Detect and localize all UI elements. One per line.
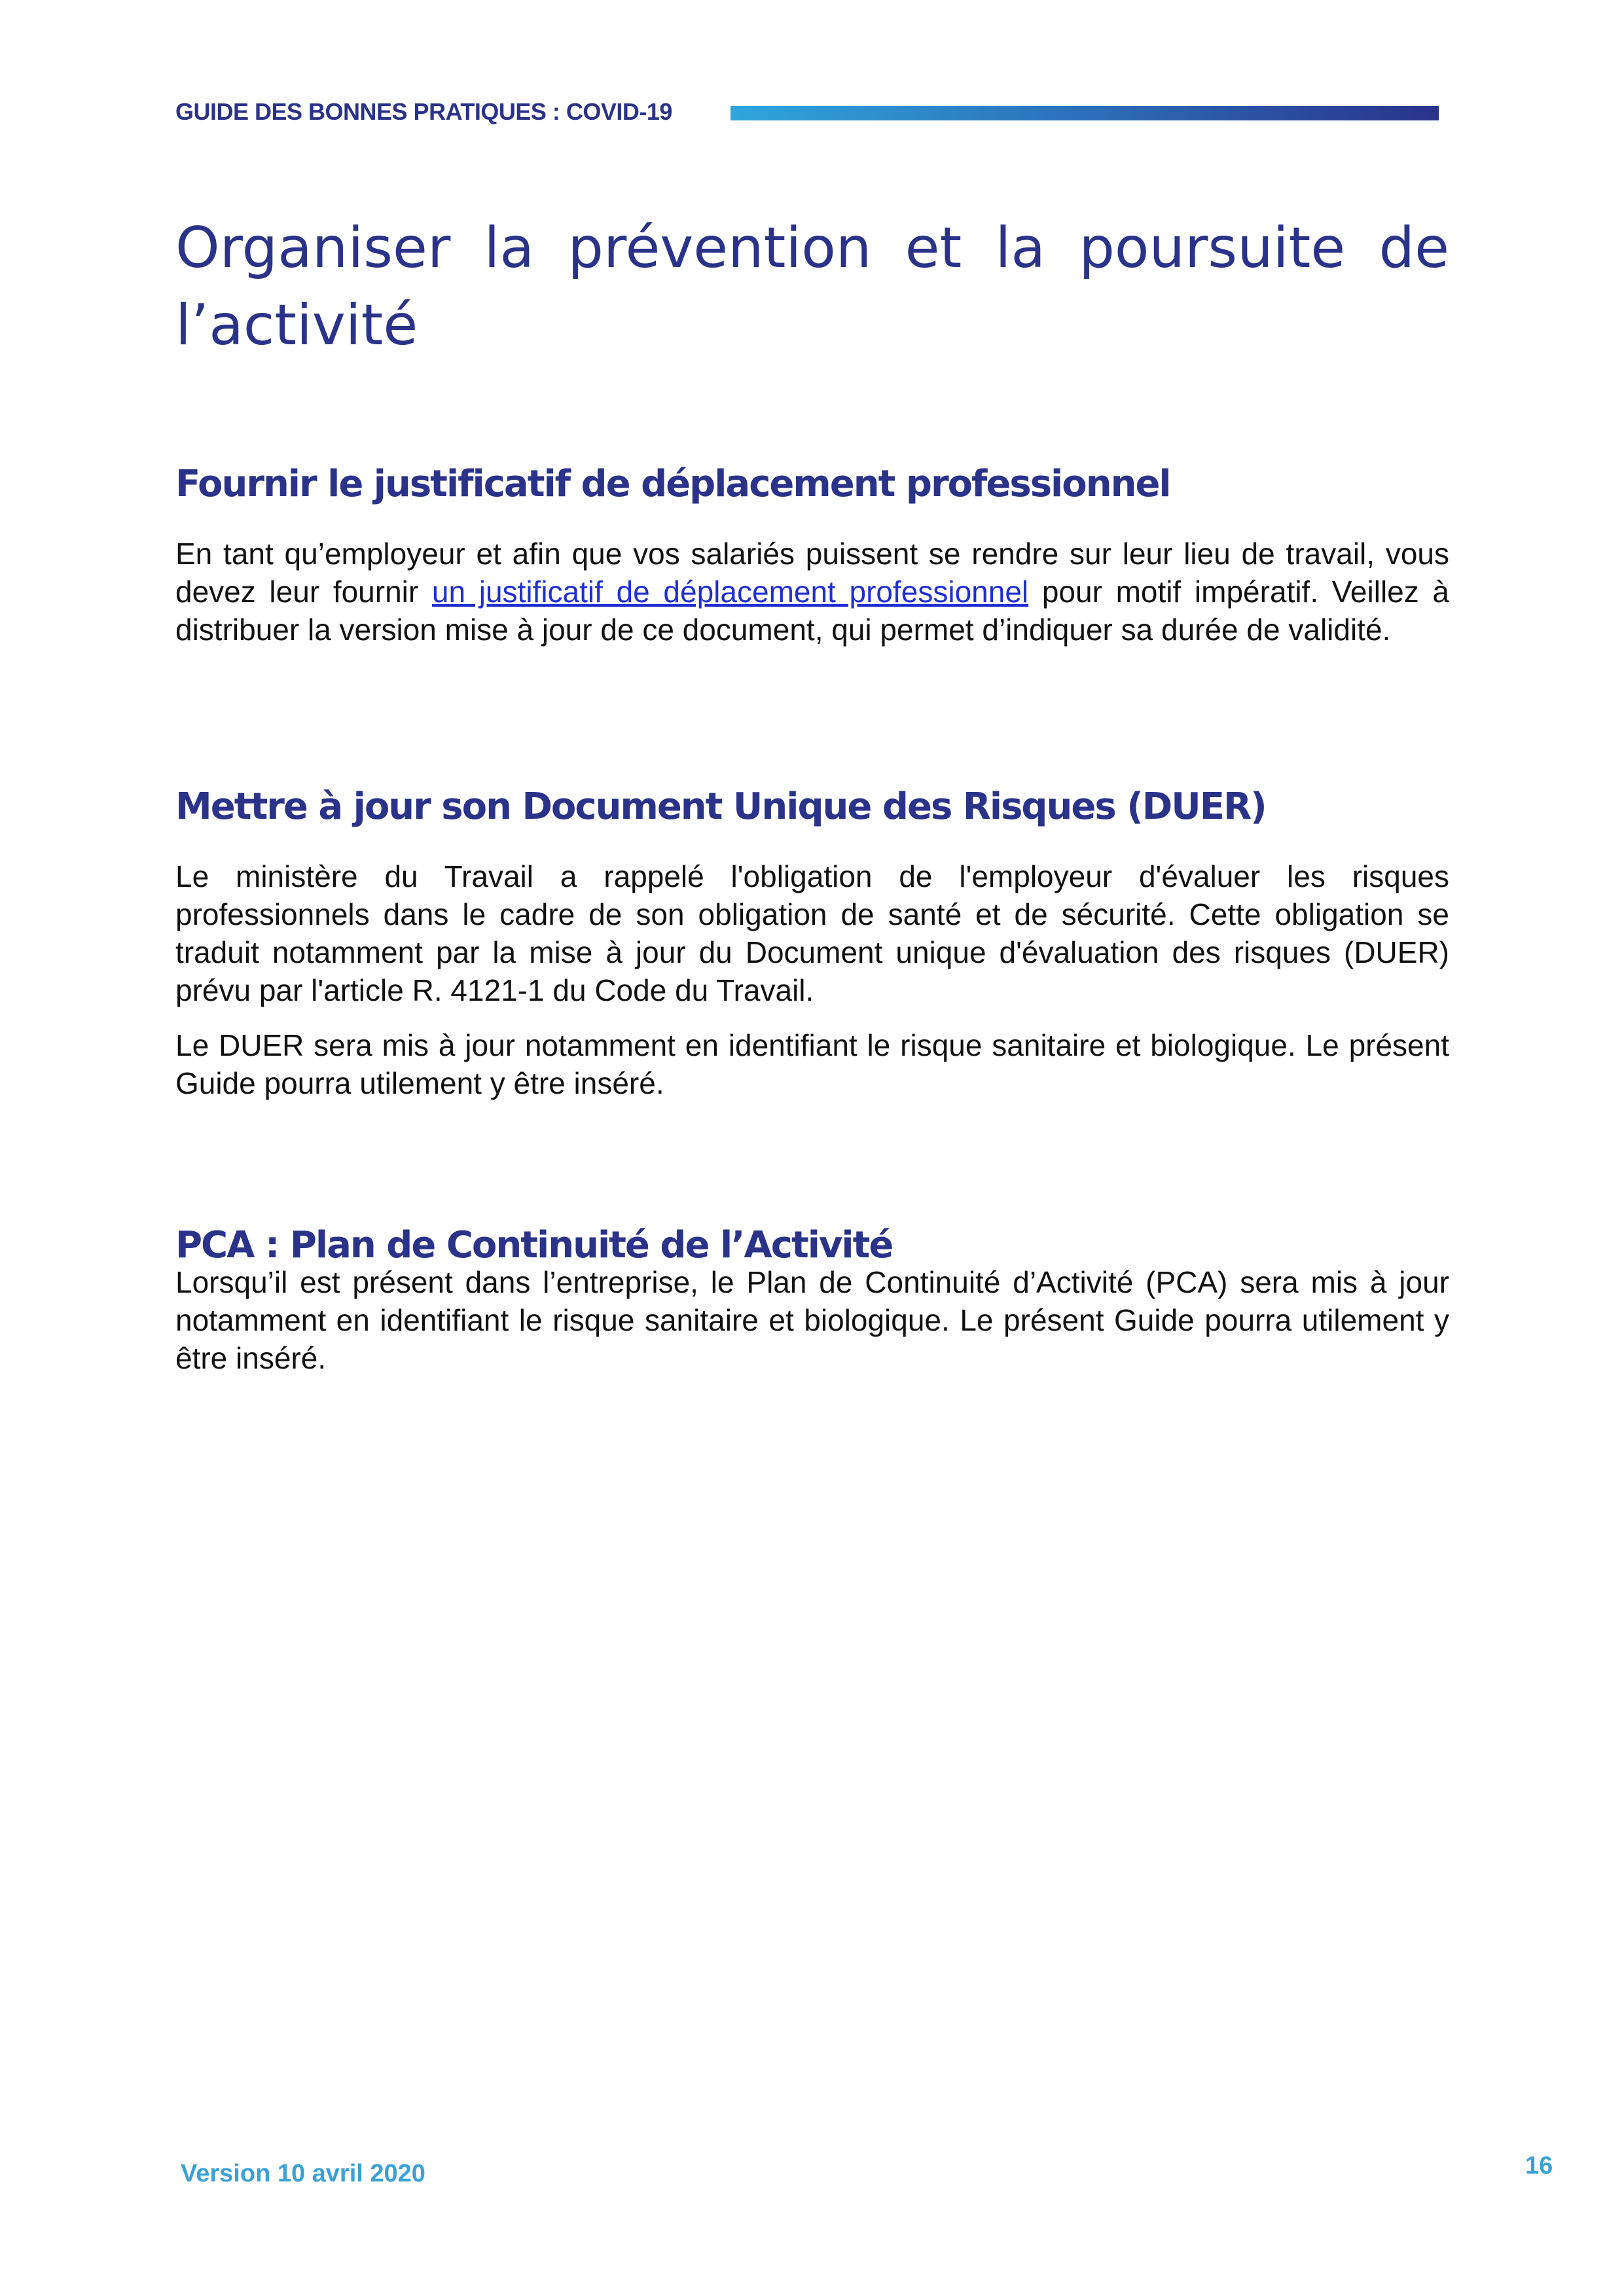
section-paragraph-duer-2: Le DUER sera mis à jour notamment en identifiant le risque sanitaire et biologique. Le présent Guide pourra utilement y être inséré. [175,1028,1449,1100]
section-justificatif [175,461,1449,649]
page-header [175,97,1445,130]
section-paragraph-justificatif [175,535,1449,649]
section-heading-justificatif: Fournir le justificatif de déplacement professionnel [175,463,1170,505]
paragraph-text: En tant qu’employeur et afin que vos salariés puissent se rendre sur leur lieu de travail, vous devez leur fournir [175,537,1449,609]
page-number: 16 [1525,2152,1553,2179]
section-duer [175,784,1449,1102]
footer-version: Version 10 avril 2020 [181,2160,425,2187]
section-pca [175,1223,1449,1377]
header-gradient-bar [731,106,1439,120]
section-heading-pca: PCA : Plan de Continuité de l’Activité [175,1224,893,1266]
section-paragraph-duer-1: Le ministère du Travail a rappelé l'obligation de l'employeur d'évaluer les risques professionnels dans le cadre de son obligation de santé et de sécurité. Cette obligation se traduit notamment par la mise à jour du Document unique d'évaluation des risques (DUER) prévu par l'article R. 4121-1 du Code du Travail. [175,859,1449,1007]
section-paragraph-pca: Lorsqu’il est présent dans l’entreprise, le Plan de Continuité d’Activité (PCA) sera mis à jour notamment en identifiant le risque sanitaire et biologique. Le présent Guide pourra utilement y être inséré. [175,1265,1449,1375]
paragraph-text: pour motif impératif. Veillez à distribuer la version mise à jour de ce document, qui permet d’indiquer sa durée de validité. [175,575,1450,647]
justificatif-link[interactable]: un justificatif de déplacement professionnel [431,575,1029,609]
page-title: Organiser la prévention et la poursuite de l’activité [175,215,1449,358]
section-heading-duer: Mettre à jour son Document Unique des Risques (DUER) [175,785,1266,828]
header-title: GUIDE DES BONNES PRATIQUES : COVID-19 [175,98,672,125]
